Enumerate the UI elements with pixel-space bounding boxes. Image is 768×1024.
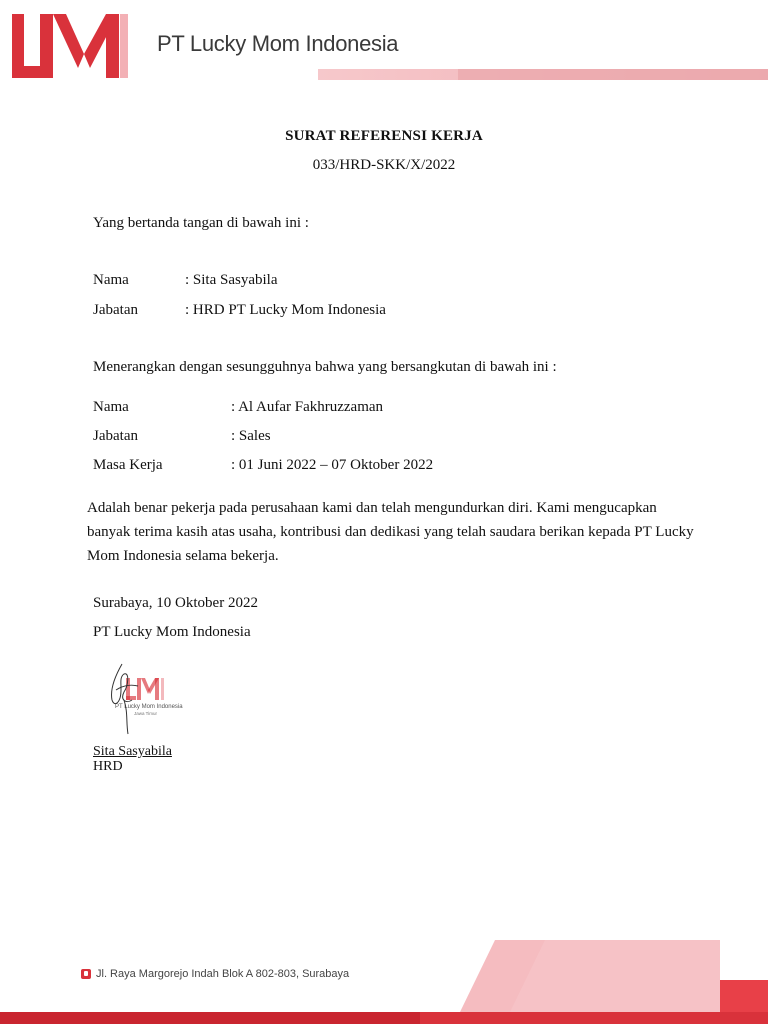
closing-company: PT Lucky Mom Indonesia: [93, 624, 251, 640]
employee-name-label: Nama: [93, 399, 129, 415]
signer-name-label: Nama: [93, 272, 129, 288]
location-pin-icon: [81, 969, 91, 979]
logo-lm: [12, 14, 128, 78]
employee-name-value: : Al Aufar Fakhruzzaman: [231, 399, 384, 415]
stamp-line1: PT Lucky Mom Indonesia: [115, 704, 183, 710]
signer-position-value: : HRD PT Lucky Mom Indonesia: [185, 302, 386, 318]
signature-stamp: [104, 660, 194, 736]
header-accent-band-shade: [458, 69, 768, 80]
company-name: PT Lucky Mom Indonesia: [157, 31, 399, 56]
footer-decoration: [0, 940, 768, 1024]
footer-address: Jl. Raya Margorejo Indah Blok A 802-803, Surabaya: [96, 968, 350, 980]
place-date: Surabaya, 10 Oktober 2022: [93, 595, 258, 611]
employee-position-label: Jabatan: [93, 428, 138, 444]
signer-name-value: : Sita Sasyabila: [185, 272, 278, 288]
signature-role: HRD: [93, 759, 123, 774]
employee-period-label: Masa Kerja: [93, 457, 163, 473]
intro-text: Yang bertanda tangan di bawah ini :: [93, 215, 309, 231]
stamp-line2: Jawa Timur: [134, 711, 158, 716]
signer-position-label: Jabatan: [93, 302, 138, 318]
stamp-logo: [126, 678, 164, 700]
body-paragraph: Adalah benar pekerja pada perusahaan kami dan telah mengundurkan diri. Kami mengucapkan banyak terima kasih atas usaha, kontribusi dan dedikasi yang telah saudara berikan kepada PT Lucky Mom Indonesia selama bekerja.: [87, 500, 694, 564]
statement-text: Menerangkan dengan sesungguhnya bahwa yang bersangkutan di bawah ini :: [93, 359, 557, 375]
letter-number: 033/HRD-SKK/X/2022: [312, 157, 456, 173]
employee-position-value: : Sales: [231, 428, 271, 444]
company-logo: [10, 10, 134, 80]
letter-title: SURAT REFERENSI KERJA: [285, 128, 483, 144]
signature-name: Sita Sasyabila: [93, 744, 172, 759]
employee-period-value: : 01 Juni 2022 – 07 Oktober 2022: [231, 457, 434, 473]
